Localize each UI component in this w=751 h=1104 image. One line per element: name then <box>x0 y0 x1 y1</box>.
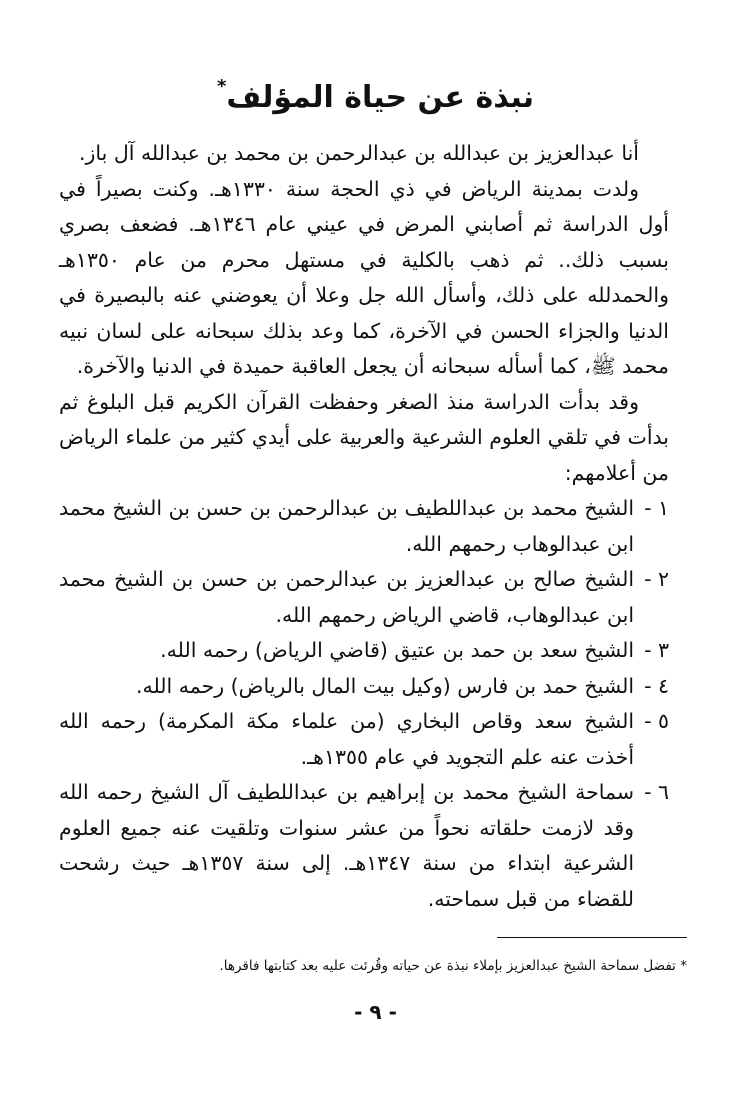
list-item-text: الشيخ سعد وقاص البخاري (من علماء مكة المكرمة) رحمه الله أخذت عنه علم التجويد في عام ١٣٥٥هـ. <box>59 709 635 769</box>
list-item-text: الشيخ حمد بن فارس (وكيل بيت المال بالرياض) رحمه الله. <box>135 673 635 698</box>
list-item <box>59 633 669 669</box>
title-footnote-marker: * <box>216 76 227 97</box>
page-number: - ٩ - <box>354 1000 397 1024</box>
title-text: نبذة عن حياة المؤلف <box>226 80 535 115</box>
paragraph-biography: ولدت بمدينة الرياض في ذي الحجة سنة ١٣٣٠هـ. وكنت بصيراً في أول الدراسة ثم أصابني المرض في عيني عام ١٣٤٦هـ. فضعف بصري بسبب ذلك.. ثم ذهب بالكلية في مستهل محرم من عام ١٣٥٠هـ والحمدلله على ذلك، وأسأل الله جل وعلا أن يعوضني عنه بالبصيرة في الدنيا والجزاء الحسن في الآخرة، كما وعد بذلك سبحانه على لسان نبيه محمد ﷺ، كما أسأله سبحانه أن يجعل العاقبة حميدة في الدنيا والآخرة. <box>59 176 669 378</box>
list-item-text: الشيخ صالح بن عبدالعزيز بن عبدالرحمن بن حسن بن الشيخ محمد ابن عبدالوهاب، قاضي الرياض رحمهم الله. <box>59 567 635 627</box>
list-item-number: ١ - <box>644 496 669 520</box>
list-item-number: ٣ - <box>644 638 669 662</box>
paragraph-name: أنا عبدالعزيز بن عبدالله بن عبدالرحمن بن محمد بن عبدالله آل باز. <box>78 141 639 165</box>
list-item-number: ٤ - <box>644 673 669 698</box>
list-item-number: ٢ - <box>644 567 669 591</box>
list-item-text: الشيخ محمد بن عبداللطيف بن عبدالرحمن بن حسن بن الشيخ محمد ابن عبدالوهاب رحمهم الله. <box>59 496 635 556</box>
list-item-text: سماحة الشيخ محمد بن إبراهيم بن عبداللطيف آل الشيخ رحمه الله وقد لازمت حلقاته نحواً من عشر سنوات وتلقيت عنه جميع العلوم الشرعية ابتداء من سنة ١٣٤٧هـ. إلى سنة ١٣٥٧هـ حيث رشحت للقضاء من قبل سماحته. <box>59 780 635 911</box>
list-item <box>59 775 669 917</box>
list-item-text: الشيخ سعد بن حمد بن عتيق (قاضي الرياض) رحمه الله. <box>160 638 635 662</box>
list-item <box>59 669 669 705</box>
list-item <box>59 704 669 775</box>
list-item-number: ٥ - <box>644 709 669 733</box>
page-title <box>0 76 751 115</box>
footnote-divider <box>497 937 687 938</box>
list-item-number: ٦ - <box>644 780 669 804</box>
list-item <box>59 491 669 562</box>
body-text <box>59 136 669 917</box>
list-item <box>59 562 669 633</box>
footnote: * تفضل سماحة الشيخ عبدالعزيز بإملاء نبذة عن حياته وقُرئت عليه بعد كتابتها فاقرها. <box>219 958 687 974</box>
paragraph-studies: وقد بدأت الدراسة منذ الصغر وحفظت القرآن الكريم قبل البلوغ ثم بدأت في تلقي العلوم الشرعية والعربية على أيدي كثير من علماء الرياض من أعلامهم: <box>59 389 669 485</box>
teachers-list <box>59 491 669 917</box>
